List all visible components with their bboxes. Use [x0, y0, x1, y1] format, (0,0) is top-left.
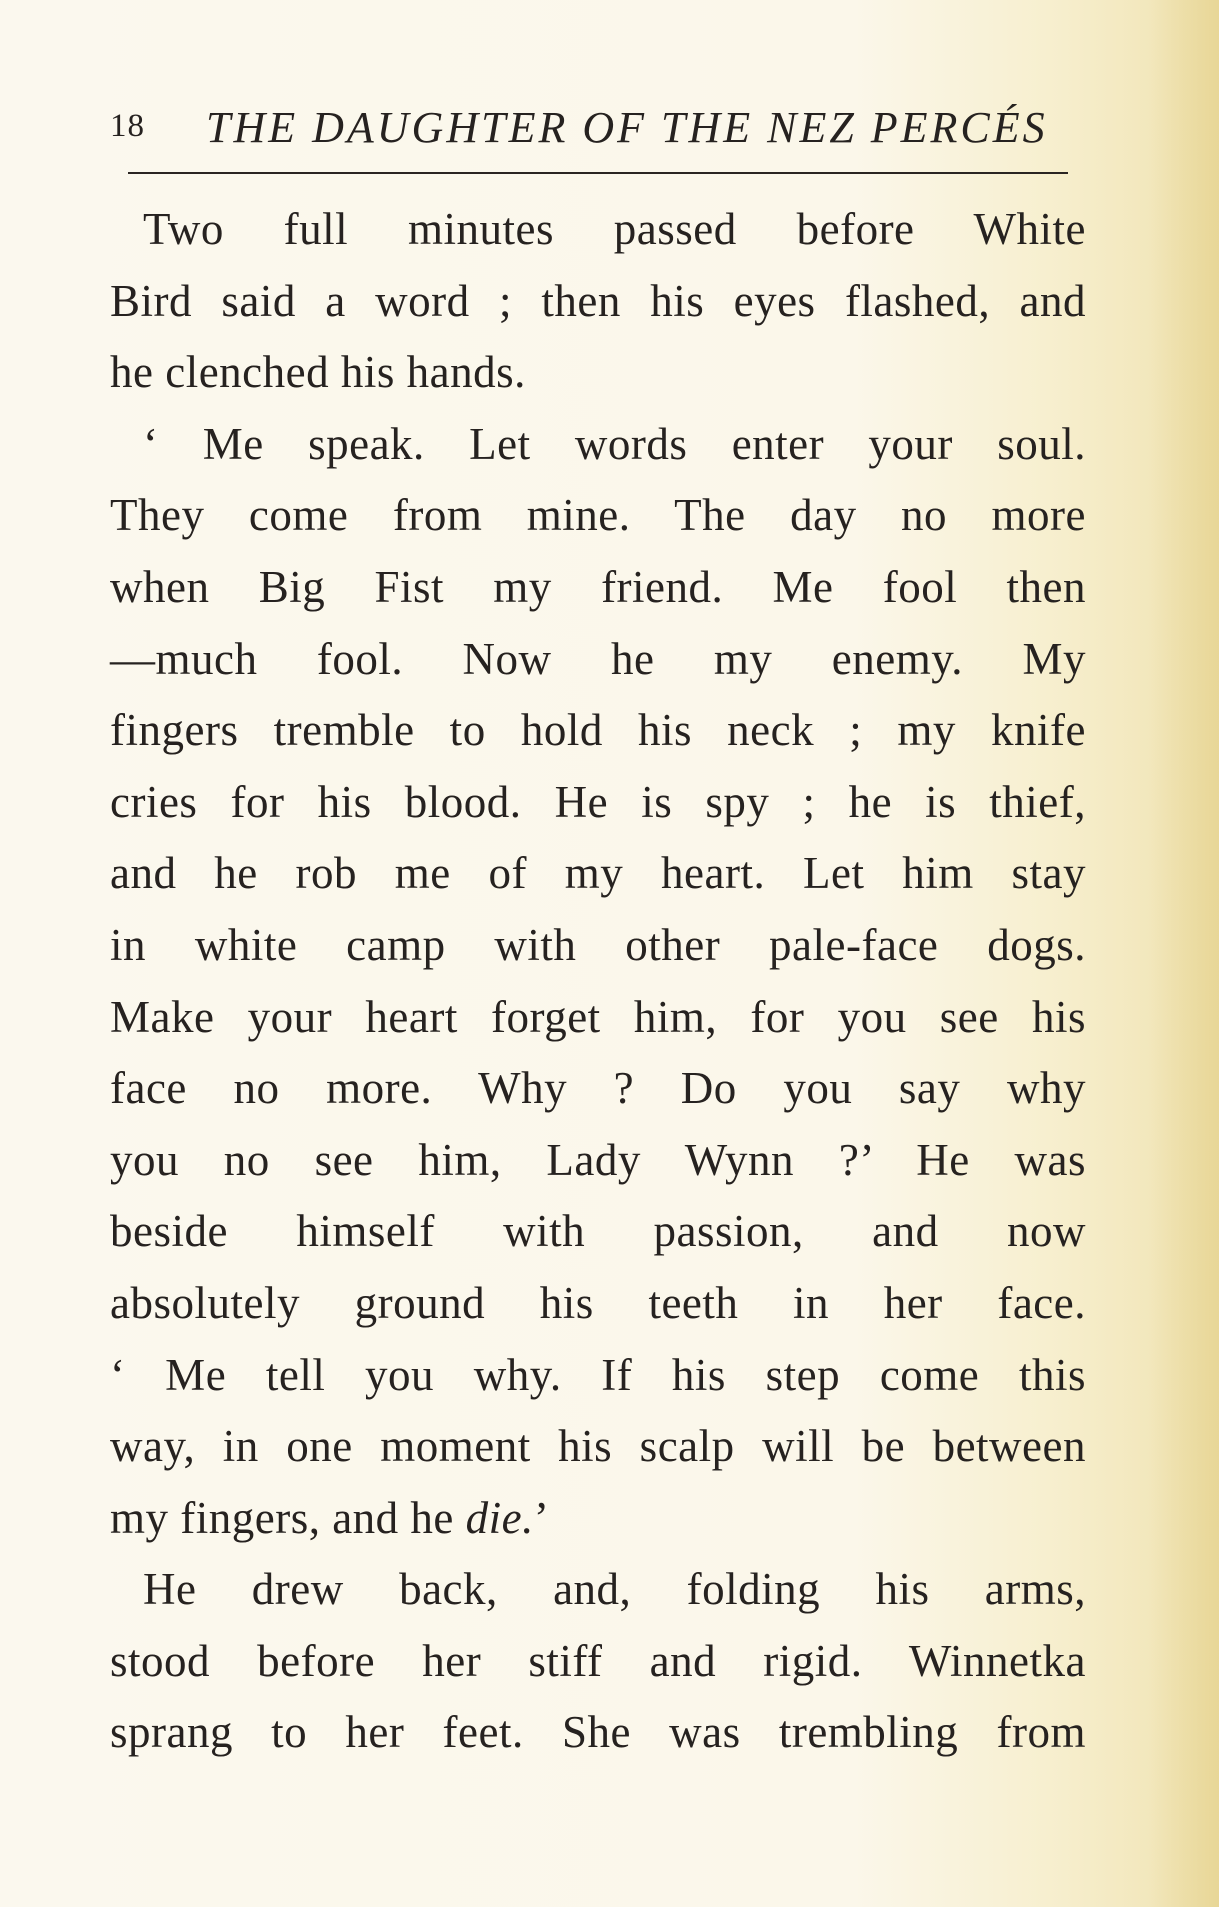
page-gutter-shadow [1149, 0, 1219, 1907]
text-line: when Big Fist my friend. Me fool then [110, 561, 1086, 612]
text-line [110, 1483, 1086, 1555]
italic-text-run: die. [465, 1492, 534, 1543]
text-line: Make your heart forget him, for you see his [110, 991, 1086, 1042]
text-line: in white camp with other pale-face dogs. [110, 919, 1086, 970]
text-line: sprang to her feet. She was trembling from [110, 1707, 1086, 1758]
text-line: They come from mine. The day no more [110, 490, 1086, 541]
text-line: Bird said a word ; then his eyes flashed, and [110, 275, 1086, 326]
text-line: —much fool. Now he my enemy. My [110, 633, 1086, 684]
text-line: face no more. Why ? Do you say why [110, 1063, 1086, 1114]
text-line: way, in one moment his scalp will be between [110, 1421, 1086, 1472]
text-line: beside himself with passion, and now [110, 1206, 1086, 1257]
text-run: my fingers, and he [110, 1492, 466, 1543]
text-line: he clenched his hands. [110, 347, 526, 398]
text-line: Two full minutes passed before White [143, 204, 1086, 254]
running-title: THE DAUGHTER OF THE NEZ PERCÉS [206, 103, 1048, 152]
text-run: ’ [533, 1492, 550, 1543]
header-rule [128, 172, 1068, 174]
text-line: absolutely ground his teeth in her face. [110, 1277, 1086, 1328]
body-text [110, 194, 1086, 1769]
text-line: stood before her stiff and rigid. Winnetka [110, 1635, 1086, 1686]
text-line: fingers tremble to hold his neck ; my knife [110, 705, 1086, 756]
text-line: He drew back, and, folding his arms, [143, 1564, 1086, 1615]
text-line: you no see him, Lady Wynn ?’ He was [110, 1134, 1086, 1185]
running-header [110, 102, 1070, 162]
text-line: cries for his blood. He is spy ; he is thief, [110, 776, 1086, 827]
text-line: ‘ Me tell you why. If his step come this [110, 1349, 1086, 1400]
text-line: and he rob me of my heart. Let him stay [110, 848, 1086, 899]
page-number: 18 [110, 108, 145, 144]
text-line: ‘ Me speak. Let words enter your soul. [143, 418, 1086, 469]
